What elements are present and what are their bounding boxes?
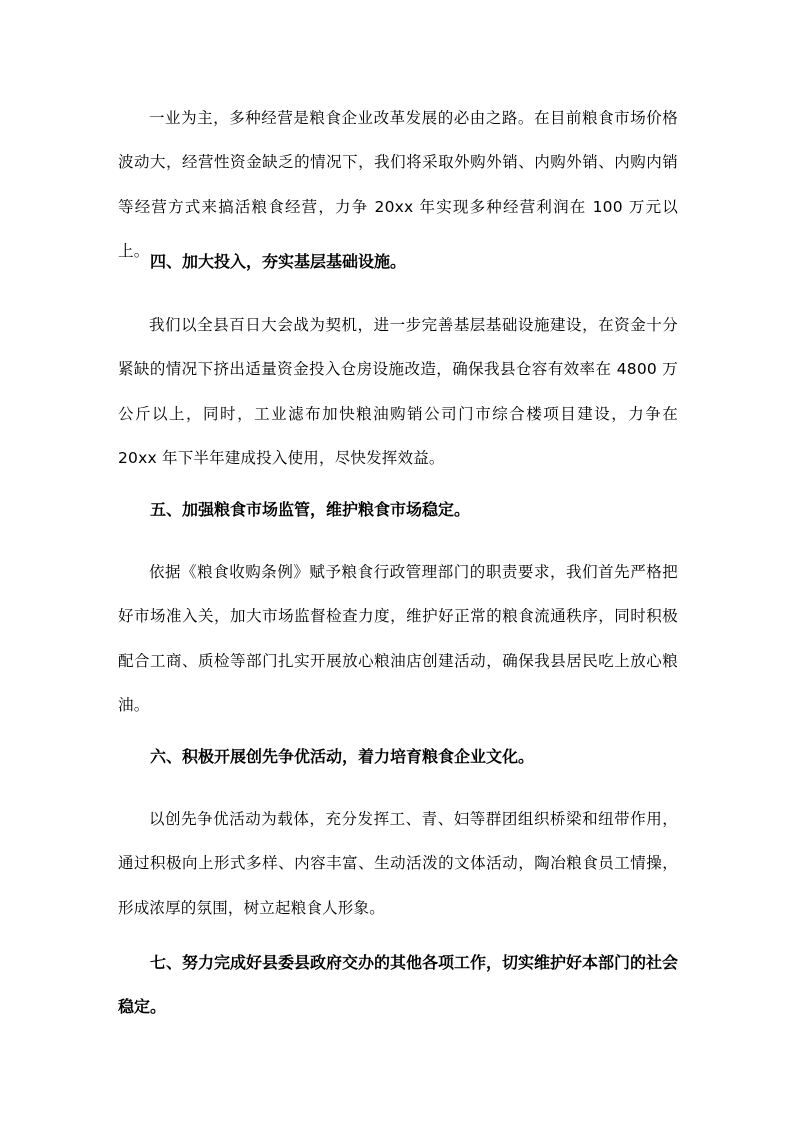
paragraph-market-supervision: 依据《粮食收购条例》赋予粮食行政管理部门的职责要求，我们首先严格把好市场准入关，加大市场监督检查力度，维护好正常的粮食流通秩序，同时积极配合工商、质检等部门扎实开展放心粮油店创建活动，确保我县居民吃上放心粮油。: [118, 563, 678, 715]
paragraph-diversified-operations: 一业为主，多种经营是粮食企业改革发展的必由之路。在目前粮食市场价格波动大，经营性资金缺乏的情况下，我们将采取外购外销、内购外销、内购内销等经营方式来搞活粮食经营，力争 20xx 年实现多种经营利润在 100 万元以上。: [118, 109, 678, 261]
heading-section-four: 四、加大投入，夯实基层基础设施。: [150, 252, 407, 271]
paragraph-infrastructure: 我们以全县百日大会战为契机，进一步完善基层基础设施建设，在资金十分紧缺的情况下挤出适量资金投入仓房设施改造，确保我县仓容有效率在 4800 万公斤以上，同时，工业滤布加快粮油购销公司门市综合楼项目建设，力争在 20xx 年下半年建成投入使用，尽快发挥效益。: [118, 316, 678, 468]
heading-section-seven: 七、努力完成好县委县政府交办的其他各项工作，切实维护好本部门的社会稳定。: [118, 953, 679, 1017]
paragraph-corporate-culture: 以创先争优活动为载体，充分发挥工、青、妇等群团组织桥梁和纽带作用，通过积极向上形式多样、内容丰富、生动活泼的文体活动，陶冶粮食员工情操，形成浓厚的氛围，树立起粮食人形象。: [118, 810, 678, 917]
heading-section-six: 六、积极开展创先争优活动，着力培育粮食企业文化。: [150, 747, 535, 766]
heading-section-five: 五、加强粮食市场监管，维护粮食市场稳定。: [150, 500, 471, 519]
